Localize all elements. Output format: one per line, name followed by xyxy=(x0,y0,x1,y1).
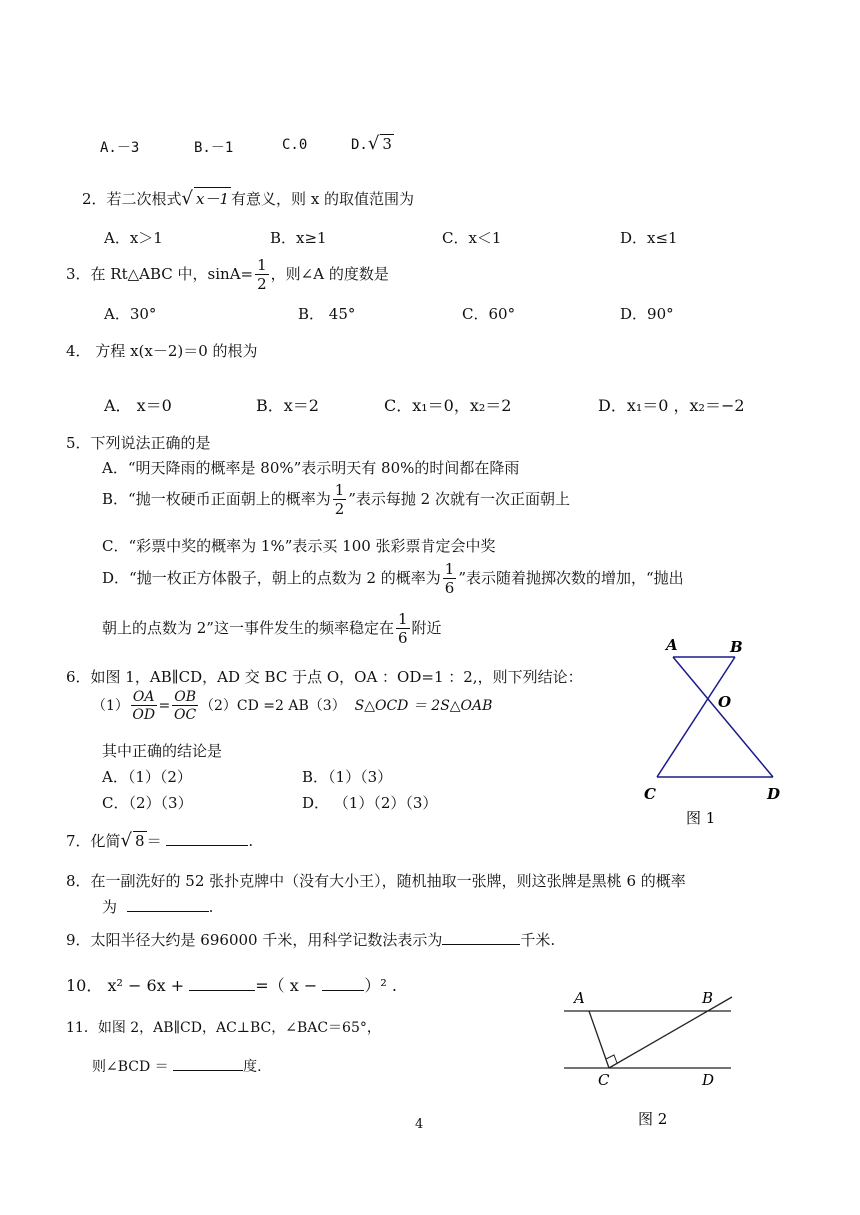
q6-prompt: 其中正确的结论是 xyxy=(102,742,223,760)
q1-option-c: C.0 xyxy=(282,137,308,153)
q6-option-a: A．（1）（2） xyxy=(102,768,192,786)
fig1-label-b: B xyxy=(730,638,743,656)
fig2-label-d: D xyxy=(702,1071,715,1089)
fig1-caption: 图 1 xyxy=(686,809,716,827)
q3-fraction: $\frac{1}{2}$ xyxy=(257,256,267,293)
q3-stem-post: ，则∠A 的度数是 xyxy=(270,265,389,283)
q8-line2 xyxy=(102,896,213,917)
q6-option-b: B．（1）（3） xyxy=(302,768,393,786)
q10-pre: 10． x² − 6x + xyxy=(66,976,185,995)
q5-d2-pre: 朝上的点数为 2”这一事件发生的频率稳定在 xyxy=(102,619,394,637)
q10-stem xyxy=(66,973,397,996)
q1-option-d-label: D. xyxy=(351,137,368,153)
q2-option-b: B．x≥1 xyxy=(270,229,327,247)
q11-answer-blank[interactable] xyxy=(173,1056,243,1071)
q5-d-fraction: $\frac{1}{6}$ xyxy=(444,560,455,597)
q2-option-c: C．x＜1 xyxy=(442,229,502,247)
fig2-label-a: A xyxy=(574,989,585,1007)
q5-d2-post: 附近 xyxy=(411,619,442,637)
fig2-caption: 图 2 xyxy=(638,1110,668,1128)
fig1-label-d: D xyxy=(767,785,781,803)
q5-option-d xyxy=(102,562,684,596)
q7-end: . xyxy=(248,832,254,850)
q1-option-a: A.－3 xyxy=(100,140,140,156)
q6-c1-eq: = xyxy=(158,698,171,714)
q6-c1-label: （1） xyxy=(92,698,129,714)
q5-b-pre: B．“抛一枚硬币正面朝上的概率为 xyxy=(102,490,331,508)
q2-radicand: x－1 xyxy=(194,187,231,209)
q4-option-b: B．x＝2 xyxy=(256,396,319,415)
q3-option-c: C．60° xyxy=(462,305,516,323)
q11-line2-pre: 则∠BCD ＝ xyxy=(92,1059,169,1075)
q7-pre: 7．化简 xyxy=(66,832,121,850)
q8-answer-blank[interactable] xyxy=(127,897,209,912)
q9-stem xyxy=(66,929,555,950)
q5-b-fraction: $\frac{1}{2}$ xyxy=(334,481,345,518)
q5-option-b xyxy=(102,483,570,517)
q5-option-a: A．“明天降雨的概率是 80%”表示明天有 80%的时间都在降雨 xyxy=(102,459,520,477)
fig1-label-o: O xyxy=(718,693,732,711)
q4-option-d: D．x₁＝0 ，x₂＝−2 xyxy=(598,396,745,415)
q5-option-c: C．“彩票中奖的概率为 1%”表示买 100 张彩票肯定会中奖 xyxy=(102,537,496,555)
fig2-label-c: C xyxy=(598,1071,610,1089)
q3-option-b: B． 45° xyxy=(298,305,356,323)
q3-option-d: D．90° xyxy=(620,305,674,323)
q6-option-d: D． （1）（2）（3） xyxy=(302,794,438,812)
q6-option-c: C．（2）（3） xyxy=(102,794,193,812)
q9-answer-blank[interactable] xyxy=(442,930,520,945)
q10-mid: =（ x − xyxy=(255,976,318,995)
q6-c2: （2）CD =2 AB（3） xyxy=(200,698,346,714)
q1-option-b: B.－1 xyxy=(194,140,234,156)
q9-pre: 9．太阳半径大约是 696000 千米，用科学记数法表示为 xyxy=(66,931,443,949)
q5-d-pre: D．“抛一枚正方体骰子，朝上的点数为 2 的概率为 xyxy=(102,569,441,587)
q10-post: ）² . xyxy=(364,976,397,995)
q9-post: 千米. xyxy=(520,931,556,949)
q4-option-a: A． x＝0 xyxy=(104,396,172,415)
q11-line2 xyxy=(92,1056,262,1076)
q1-option-d-value: 3 xyxy=(382,135,392,153)
q2-stem: 2．若二次根式√ x－1 有意义，则 x 的取值范围为 xyxy=(82,188,415,209)
q3-stem-pre: 3．在 Rt△ABC 中，sinA= xyxy=(66,265,254,283)
q3-option-a: A．30° xyxy=(104,305,157,323)
q7-stem: 7．化简√ 8 ＝ . xyxy=(66,830,254,851)
q5-stem: 5．下列说法正确的是 xyxy=(66,434,211,452)
q2-stem-post: 有意义，则 x 的取值范围为 xyxy=(231,190,415,208)
q5-d2-fraction: $\frac{1}{6}$ xyxy=(397,610,408,647)
q10-blank-2[interactable] xyxy=(322,976,364,991)
q4-stem: 4． 方程 x(x－2)＝0 的根为 xyxy=(66,342,258,360)
q7-post: ＝ xyxy=(146,832,162,850)
q2-stem-pre: 2．若二次根式 xyxy=(82,190,182,208)
q6-c1-frac1: $\frac{OA}{OD}$ xyxy=(132,689,156,723)
q8-line1: 8．在一副洗好的 52 张扑克牌中（没有大小王），随机抽取一张牌，则这张牌是黑桃 6 的概率 xyxy=(66,872,686,890)
q11-line2-post: 度. xyxy=(243,1059,262,1075)
q7-radicand: 8 xyxy=(135,832,145,850)
q6-c3: S△OCD ＝ 2S△OAB xyxy=(354,698,493,714)
q5-option-d-line2 xyxy=(102,612,442,646)
fig1-label-c: C xyxy=(644,785,656,803)
q6-stem: 6．如图 1，AB∥CD，AD 交 BC 于点 O，OA ：OD=1 ：2,，则下列结论： xyxy=(66,668,583,686)
q6-c1-frac2: $\frac{OB}{OC}$ xyxy=(174,689,197,723)
q10-blank-1[interactable] xyxy=(189,976,255,991)
page-number: 4 xyxy=(415,1117,424,1132)
q11-line1: 11．如图 2，AB∥CD，AC⊥BC，∠BAC＝65°， xyxy=(66,1020,381,1036)
fig1-label-a: A xyxy=(666,636,678,654)
figure-1 xyxy=(630,630,790,830)
q2-option-d: D．x≤1 xyxy=(620,229,678,247)
q3-stem xyxy=(66,258,389,292)
q7-answer-blank[interactable] xyxy=(166,831,248,846)
q8-line2-text: 为 xyxy=(102,898,118,916)
q5-b-post: ”表示每抛 2 次就有一次正面朝上 xyxy=(348,490,570,508)
figure-2 xyxy=(556,985,746,1130)
fig2-label-b: B xyxy=(702,989,714,1007)
q4-option-c: C．x₁＝0，x₂＝2 xyxy=(384,396,512,415)
q6-conclusions xyxy=(92,690,492,722)
q8-end: . xyxy=(208,898,214,916)
q1-option-d: D.√ 3 xyxy=(351,133,392,154)
q2-option-a: A．x＞1 xyxy=(104,229,163,247)
q5-d-post: ”表示随着抛掷次数的增加，“抛出 xyxy=(458,569,684,587)
